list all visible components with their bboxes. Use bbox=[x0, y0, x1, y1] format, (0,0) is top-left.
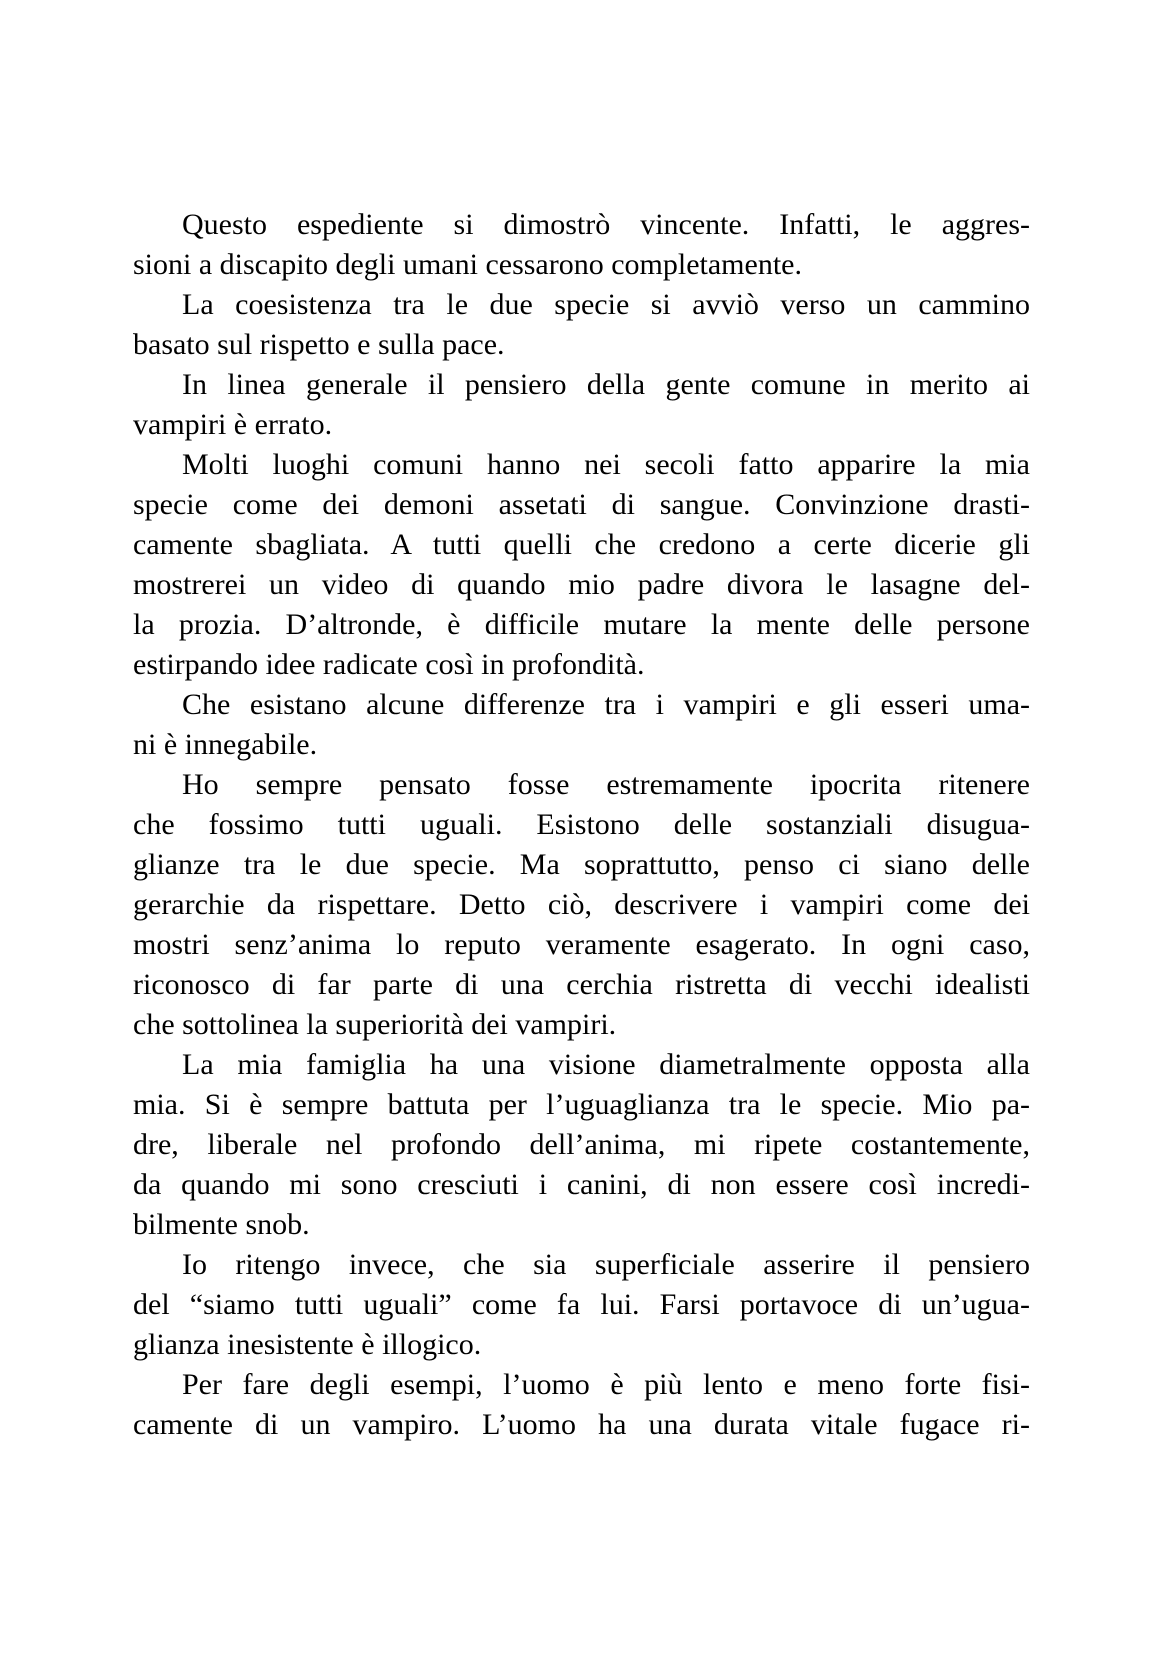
paragraph bbox=[133, 285, 1030, 365]
text-line: camente di un vampiro. L’uomo ha una durata vitale fugace ri- bbox=[133, 1408, 1030, 1441]
text-line: ni è innegabile. bbox=[133, 728, 318, 761]
text-line: la prozia. D’altronde, è difficile mutare la mente delle persone bbox=[133, 608, 1030, 641]
text-line: gerarchie da rispettare. Detto ciò, descrivere i vampiri come dei bbox=[133, 888, 1030, 921]
text-line: Che esistano alcune differenze tra i vampiri e gli esseri uma- bbox=[182, 688, 1030, 721]
text-line: specie come dei demoni assetati di sangue. Convinzione drasti- bbox=[133, 488, 1030, 521]
text-line: Questo espediente si dimostrò vincente. Infatti, le aggres- bbox=[182, 208, 1030, 241]
paragraph bbox=[133, 365, 1030, 445]
paragraph bbox=[133, 1245, 1030, 1365]
text-line: vampiri è errato. bbox=[133, 408, 333, 441]
text-line: camente sbagliata. A tutti quelli che credono a certe dicerie gli bbox=[133, 528, 1030, 561]
text-line: da quando mi sono cresciuti i canini, di non essere così incredi- bbox=[133, 1168, 1030, 1201]
text-line: glianza inesistente è illogico. bbox=[133, 1328, 482, 1361]
text-line: del “siamo tutti uguali” come fa lui. Farsi portavoce di un’ugua- bbox=[133, 1288, 1030, 1321]
paragraph bbox=[133, 685, 1030, 765]
paragraph bbox=[133, 765, 1030, 1045]
text-line: Io ritengo invece, che sia superficiale asserire il pensiero bbox=[182, 1248, 1030, 1281]
text-line: mostri senz’anima lo reputo veramente esagerato. In ogni caso, bbox=[133, 928, 1030, 961]
paragraph bbox=[133, 1365, 1030, 1445]
text-line: In linea generale il pensiero della gente comune in merito ai bbox=[182, 368, 1030, 401]
paragraph bbox=[133, 1045, 1030, 1245]
text-line: mia. Si è sempre battuta per l’uguaglianza tra le specie. Mio pa- bbox=[133, 1088, 1030, 1121]
text-line: Molti luoghi comuni hanno nei secoli fatto apparire la mia bbox=[182, 448, 1030, 481]
text-line: glianze tra le due specie. Ma soprattutto, penso ci siano delle bbox=[133, 848, 1030, 881]
text-line: La coesistenza tra le due specie si avviò verso un cammino bbox=[182, 288, 1030, 321]
text-line: Ho sempre pensato fosse estremamente ipocrita ritenere bbox=[182, 768, 1030, 801]
paragraph bbox=[133, 205, 1030, 285]
text-line: che sottolinea la superiorità dei vampiri. bbox=[133, 1008, 617, 1041]
text-line: sioni a discapito degli umani cessarono completamente. bbox=[133, 248, 802, 281]
text-line: basato sul rispetto e sulla pace. bbox=[133, 328, 505, 361]
text-line: La mia famiglia ha una visione diametralmente opposta alla bbox=[182, 1048, 1030, 1081]
text-line: riconosco di far parte di una cerchia ristretta di vecchi idealisti bbox=[133, 968, 1030, 1001]
text-line: mostrerei un video di quando mio padre divora le lasagne del- bbox=[133, 568, 1030, 601]
text-line: bilmente snob. bbox=[133, 1208, 310, 1241]
paragraph bbox=[133, 445, 1030, 685]
text-line: dre, liberale nel profondo dell’anima, mi ripete costantemente, bbox=[133, 1128, 1030, 1161]
text-line: Per fare degli esempi, l’uomo è più lento e meno forte fisi- bbox=[182, 1368, 1030, 1401]
text-line: estirpando idee radicate così in profondità. bbox=[133, 648, 645, 681]
page-text bbox=[133, 205, 1030, 1445]
text-line: che fossimo tutti uguali. Esistono delle sostanziali disugua- bbox=[133, 808, 1030, 841]
